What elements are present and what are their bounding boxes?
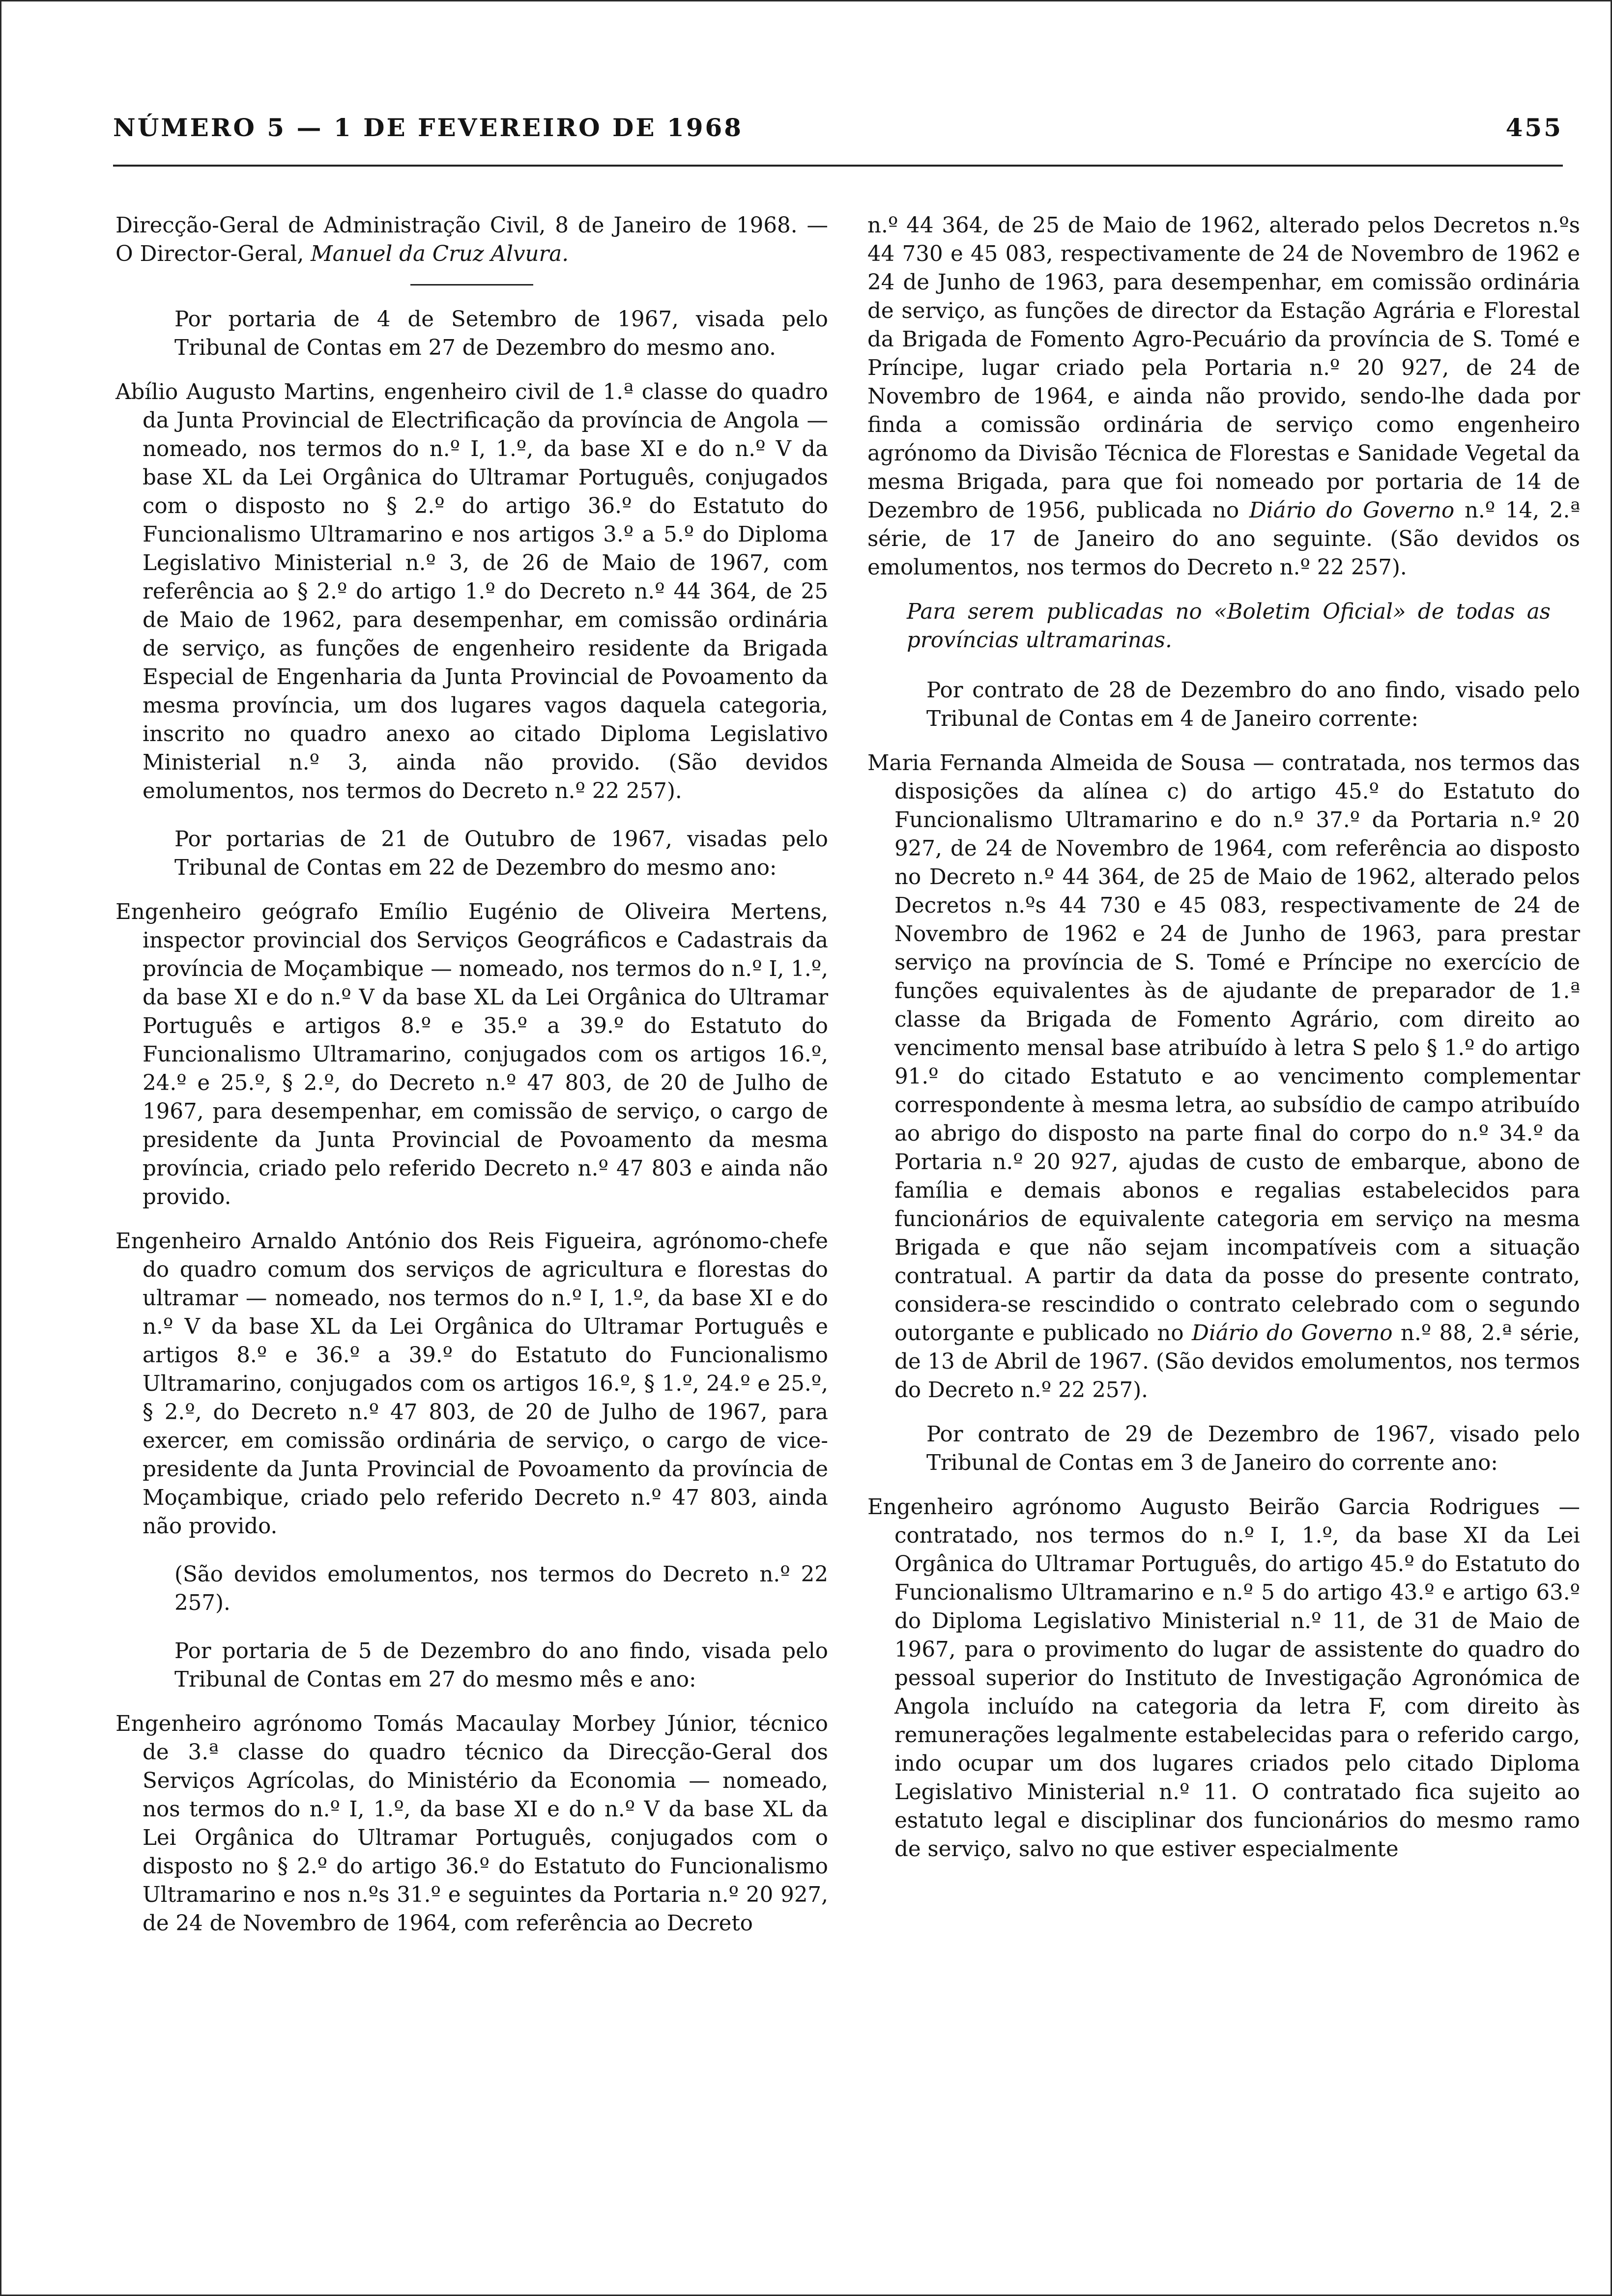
contract-entry: Engenheiro agrónomo Augusto Beirão Garcia Rodrigues — contratado, nos termos do n.º I, 1.º, da base XI da Lei Orgânica do Ultramar Português, do artigo 45.º do Estatuto do Funcionalismo Ultramarino e n.º 5 do artigo 43.º e artigo 63.º do Diploma Legislativo Ministerial n.º 11, de 31 de Maio de 1967, para o provimento do lugar de assistente do quadro do pessoal superior do Instituto de Investigação Agronómica de Angola incluído na categoria da letra F, com direito às remunerações legalmente estabelecidas para o referido cargo, indo ocupar um dos lugares criados pelo citado Diploma Legislativo Ministerial n.º 11. O contratado fica sujeito ao estatuto legal e disciplinar dos funcionários do mesmo ramo de serviço, salvo no que estiver especialmente (867, 1495, 1580, 1862)
appointment-entry: Abílio Augusto Martins, engenheiro civil de 1.ª classe do quadro da Junta Provincial de Electrificação da província de Angola — nomeado, nos termos do n.º I, 1.º, da base XI e do n.º V da base XL da Lei Orgânica do Ultramar Português, conjugados com o disposto no § 2.º do artigo 36.º do Estatuto do Funcionalismo Ultramarino e nos artigos 3.º a 5.º do Diploma Legislativo Ministerial n.º 3, de 26 de Maio de 1967, com referência ao § 2.º do artigo 1.º do Decreto n.º 44 364, de 25 de Maio de 1962, para desempenhar, em comissão ordinária de serviço, as funções de engenheiro residente da Brigada Especial de Engenharia da Junta Provincial de Povoamento da mesma província, um dos lugares vagos daquela categoria, inscrito no quadro anexo ao citado Diploma Legislativo Ministerial n.º 3, ainda não provido. (São devidos emolumentos, nos termos do Decreto n.º 22 257). (115, 380, 828, 804)
right-column (867, 211, 1580, 1879)
appointment-entry: Engenheiro Arnaldo António dos Reis Figueira, agrónomo-chefe do quadro comum dos serviços de agricultura e florestas do ultramar — nomeado, nos termos do n.º I, 1.º, da base XI e do n.º V da base XL da Lei Orgânica do Ultramar Português e artigos 8.º e 36.º a 39.º do Estatuto do Funcionalismo Ultramarino, conjugados com os artigos 16.º, § 1.º, 24.º e 25.º, § 2.º, do Decreto n.º 47 803, de 20 de Julho de 1967, para exercer, em comissão ordinária de serviço, o cargo de vice-presidente da Junta Provincial de Povoamento da província de Moçambique, criado pelo referido Decreto n.º 47 803, ainda não provido. (115, 1229, 828, 1539)
appointment-entry: Engenheiro agrónomo Tomás Macaulay Morbey Júnior, técnico de 3.ª classe do quadro técnico da Direcção-Geral dos Serviços Agrícolas, do Ministério da Economia — nomeado, nos termos do n.º I, 1.º, da base XI e do n.º V da base XL da Lei Orgânica do Ultramar Português, conjugados com o disposto no § 2.º do artigo 36.º do Estatuto do Funcionalismo Ultramarino e nos n.ºs 31.º e seguintes da Portaria n.º 20 927, de 24 de Novembro de 1964, com referência ao Decreto (115, 1712, 828, 1936)
continued-text: n.º 44 364, de 25 de Maio de 1962, alterado pelos Decretos n.ºs 44 730 e 45 083, respectivamente de 24 de Novembro de 1962 e 24 de Junho de 1963, para desempenhar, em comissão ordinária de serviço, as funções de director da Estação Agrária e Florestal da Brigada de Fomento Agro-Pecuário da província de S. Tomé e Príncipe, lugar criado pela Portaria n.º 20 927, de 24 de Novembro de 1964, e ainda não provido, sendo-lhe dada por finda a comissão ordinária de serviço como engenheiro agrónomo da Divisão Técnica de Florestas e Sanidade Vegetal da mesma Brigada, para que foi nomeado por portaria de 14 de Dezembro de 1956, publicada no (867, 213, 1580, 523)
left-column (115, 211, 828, 1953)
contract-text: Maria Fernanda Almeida de Sousa — contratada, nos termos das disposições da alínea c) do artigo 45.º do Estatuto do Funcionalismo Ultramarino e do n.º 37.º da Portaria n.º 20 927, de 24 de Novembro de 1964, com referência ao disposto no Decreto n.º 44 364, de 25 de Maio de 1962, alterado pelos Decretos n.ºs 44 730 e 45 083, respectivamente de 24 de Novembro de 1962 e 24 de Junho de 1963, para prestar serviço na província de S. Tomé e Príncipe no exercício de funções equivalentes às de ajudante de preparador de 1.ª classe da Brigada de Fomento Agrário, com direito ao vencimento mensal base atribuído à letra S pelo § 1.º do artigo 91.º do citado Estatuto e ao vencimento complementar correspondente à mesma letra, ao subsídio de campo atribuído ao abrigo do disposto na parte final do corpo do n.º 34.º da Portaria n.º 20 927, ajudas de custo de embarque, abono de família e demais abonos e regalias estabelecidos para funcionários de equivalente categoria em serviço na mesma Brigada e que não sejam incompatíveis com a situação contratual. A partir da data da posse do presente contrato, considera-se rescindido o contrato celebrado com o segundo outorgante e publicado no (867, 751, 1580, 1346)
continued-text-end: n.º 14, 2.ª série, de 17 de Janeiro do ano seguinte. (São devidos os emolumentos, nos termos do Decreto n.º 22 257). (867, 498, 1581, 580)
dispatch-heading: Por portarias de 21 de Outubro de 1967, visadas pelo Tribunal de Contas em 22 de Dezembro do mesmo ano: (174, 827, 828, 880)
contract-text-end: n.º 88, 2.ª série, de 13 de Abril de 1967. (São devidos emolumentos, nos termos do Decreto n.º 22 257). (894, 1321, 1580, 1403)
dispatch-heading: Por contrato de 28 de Dezembro do ano findo, visado pelo Tribunal de Contas em 4 de Janeiro corrente: (926, 678, 1580, 731)
contract-entry (867, 749, 1580, 1405)
signature: Manuel da Cruz Alvura. (311, 242, 569, 266)
journal-name: Diário do Governo (1191, 1321, 1393, 1346)
appointment-entry: Engenheiro geógrafo Emílio Eugénio de Oliveira Mertens, inspector provincial dos Serviços Geográficos e Cadastrais da província de Moçambique — nomeado, nos termos do n.º I, 1.º, da base XI e do n.º V da base XL da Lei Orgânica do Ultramar Português e artigos 8.º e 35.º a 39.º do Estatuto do Funcionalismo Ultramarino, conjugados com os artigos 16.º, 24.º e 25.º, § 2.º, do Decreto n.º 47 803, de 20 de Julho de 1967, para desempenhar, em comissão de serviço, o cargo de presidente da Junta Provincial de Povoamento da mesma província, criado pelo referido Decreto n.º 47 803 e ainda não provido. (115, 900, 828, 1209)
page-header (113, 113, 1563, 147)
header-rule (113, 165, 1563, 167)
editorial-note: Para serem publicadas no «Boletim Oficial» de todas as províncias ultramarinas. (907, 600, 1551, 653)
closing-text: Direcção-Geral de Administração Civil, 8 de Janeiro de 1968. — O Director-Geral, (115, 213, 828, 266)
page-number: 455 (1505, 113, 1563, 142)
dispatch-heading: Por contrato de 29 de Dezembro de 1967, visado pelo Tribunal de Contas em 3 de Janeiro do corrente ano: (926, 1422, 1580, 1475)
issue-title: NÚMERO 5 — 1 DE FEVEREIRO DE 1968 (113, 113, 744, 142)
section-rule (410, 284, 533, 286)
emoluments-note: (São devidos emolumentos, nos termos do Decreto n.º 22 257). (174, 1562, 828, 1615)
dispatch-heading: Por portaria de 4 de Setembro de 1967, visada pelo Tribunal de Contas em 27 de Dezembro do mesmo ano. (174, 307, 828, 360)
journal-name: Diário do Governo (1249, 498, 1455, 523)
dispatch-heading: Por portaria de 5 de Dezembro do ano findo, visada pelo Tribunal de Contas em 27 do mesmo mês e ano: (174, 1639, 828, 1692)
closing-paragraph (115, 211, 828, 268)
continued-paragraph (867, 211, 1580, 582)
